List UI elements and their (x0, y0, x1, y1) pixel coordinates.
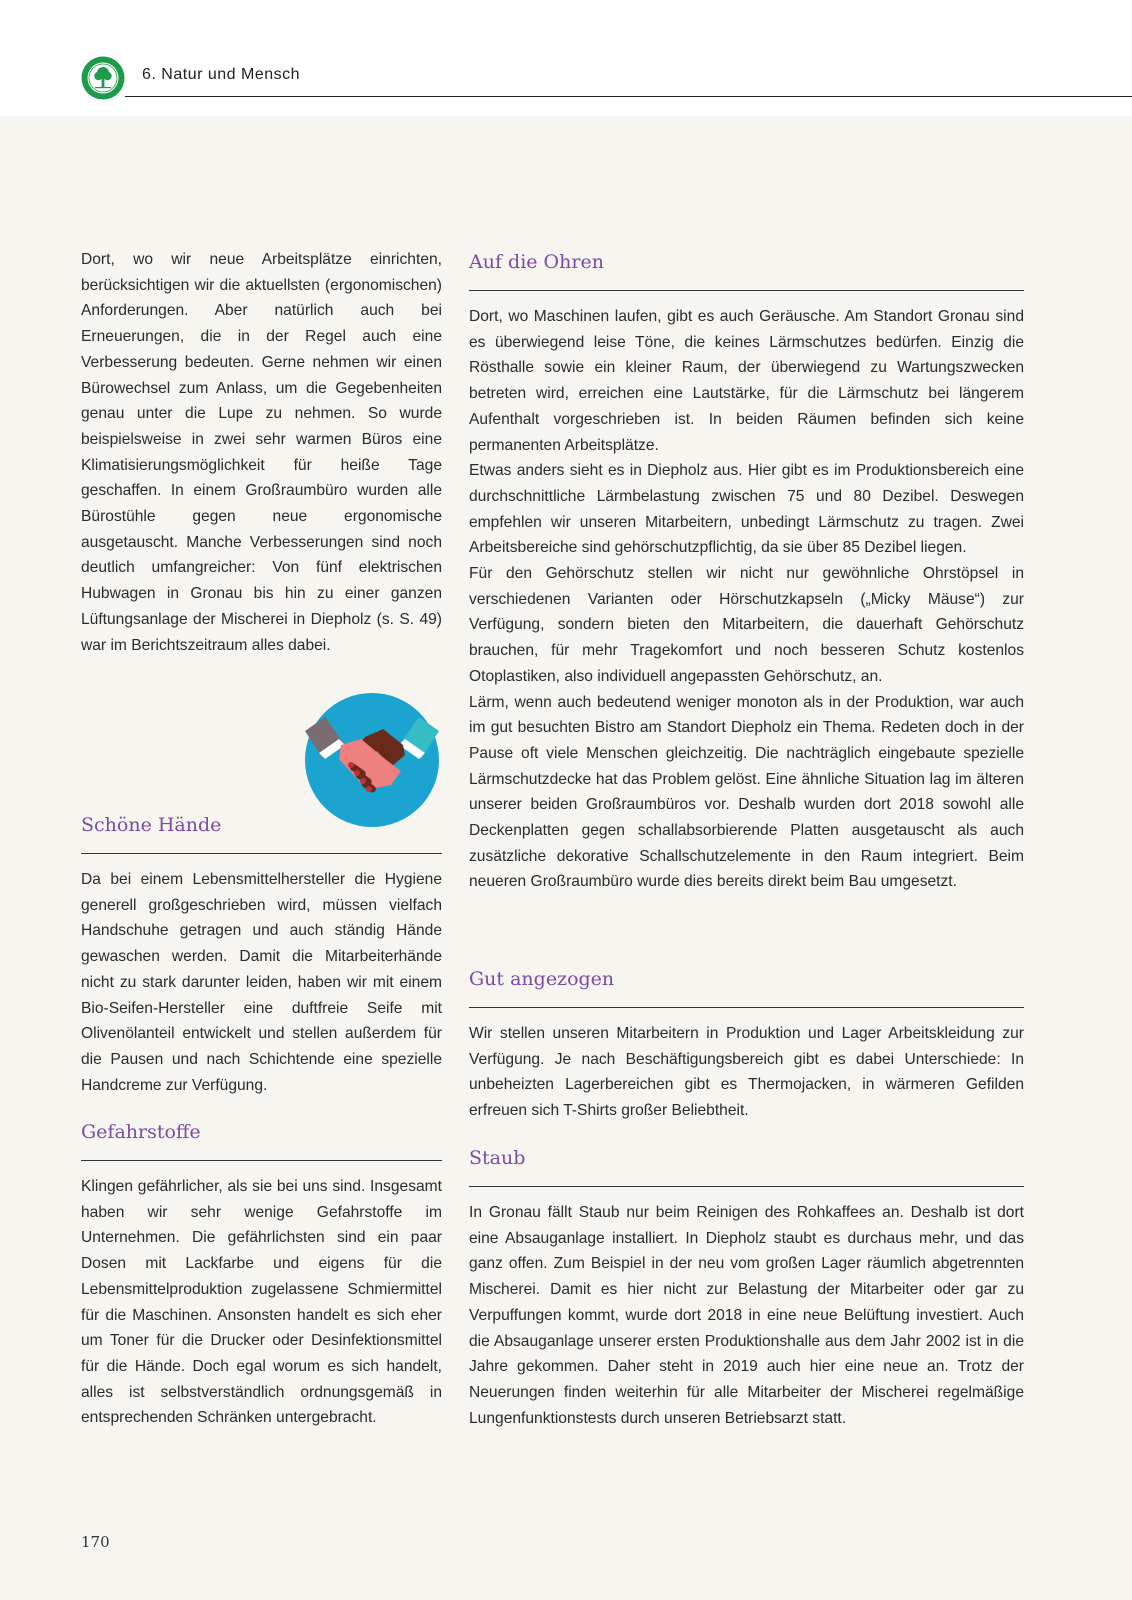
haende-paragraph: Da bei einem Lebensmittelhersteller die Hygiene generell großgeschrieben wird, müssen vielfach Handschuhe getragen und auch ständig Hände gewaschen werden. Damit die Mitarbeiterhände nicht zu stark darunter leiden, haben wir mit einem Bio-Seifen-Hersteller eine duftfreie Seife mit Olivenölanteil entwickelt und stellen außerdem für die Pausen und nach Schichtende eine spezielle Handcreme zur Verfügung. (81, 871, 442, 1094)
kleidung-paragraph: Wir stellen unseren Mitarbeitern in Produktion und Lager Arbeitskleidung zur Verfügung. Je nach Beschäftigungsbereich gibt es dabei Unterschiede: In unbeheizten Lagerbereichen gibt es Thermojacken, in wärmeren Gefilden erfreuen sich T-Shirts großer Beliebtheit. (469, 1025, 1024, 1120)
heading-gut-angezogen: Gut angezogen (469, 968, 615, 990)
section-ohren (469, 250, 1024, 895)
ohren-paragraph-2: Etwas anders sieht es in Diepholz aus. Hier gibt es im Produktionsbereich eine durchschnittliche Lärmbelastung zwischen 75 und 80 Dezibel. Deswegen empfehlen wir unseren Mitarbeitern, unbedingt Lärmschutz zu tragen. Zwei Arbeitsbereiche sind gehörschutzpflichtig, da sie über 85 Dezibel liegen. (469, 462, 1024, 557)
chapter-title: 6. Natur und Mensch (142, 66, 301, 83)
ohren-paragraph-3: Für den Gehörschutz stellen wir nicht nur gewöhnliche Ohrstöpsel in verschiedenen Varianten oder Hörschutzkapseln („Micky Mäuse“) zur Verfügung, sondern bieten den Mitarbeitern, die dauerhaft Gehörschutz brauchen, für mehr Tragekomfort und noch besseren Schutz kostenlos Otoplastiken, also individuell angepassten Gehörschutz, an. (469, 565, 1024, 685)
ohren-paragraph-1: Dort, wo Maschinen laufen, gibt es auch Geräusche. Am Standort Gronau sind es überwiegend leise Töne, die keines Lärmschutzes bedürfen. Einzig die Rösthalle sowie ein kleiner Raum, der überwiegend zu Wartungszwecken betreten wird, erreichen eine Lautstärke, für die Lärmschutz bei längerem Aufenthalt vorgeschrieben ist. In beiden Räumen befinden sich keine permanenten Arbeitsplätze. (469, 308, 1024, 454)
intro-paragraph: Dort, wo wir neue Arbeitsplätze einrichten, berücksichtigen wir die aktuellsten (ergonomischen) Anforderungen. Aber natürlich auch bei Erneuerungen, die in der Regel auch eine Verbesserung bedeuten. Gerne nehmen wir einen Bürowechsel zum Anlass, um die Gegebenheiten genau unter die Lupe zu nehmen. So wurde beispielsweise in zwei sehr warmen Büros eine Klimatisierungsmöglichkeit für heiße Tage geschaffen. In einem Großraumbüro wurden alle Bürostühle gegen neue ergonomische ausgetauscht. Manche Verbesserungen sind noch deutlich umfangreicher: Von fünf elektrischen Hubwagen in Gronau bis hin zu einer ganzen Lüftungsanlage der Mischerei in Diepholz (s. S. 49) war im Berichtszeitraum alles dabei. (81, 251, 442, 654)
ohren-paragraph-4: Lärm, wenn auch bedeutend weniger monoton als in der Produktion, war auch im gut besuchten Bistro am Standort Diepholz ein Thema. Redeten doch in der Pause oft viele Menschen gleichzeitig. Die nachträglich eingebaute spezielle Lärmschutzdecke hat das Problem gelöst. Eine ähnliche Situation lag im älteren unserer beiden Großraumbüros vor. Deshalb wurden dort 2018 sowohl alle Deckenplatten gegen schallabsorbierende Platten ausgetauscht als auch zusätzliche dekorative Schallschutzelemente in den Raum integriert. Beim neueren Großraumbüro wurde dies bereits direkt beim Bau umgesetzt. (469, 693, 1024, 891)
section-gefahrstoffe (81, 1120, 442, 1431)
heading-schoene-haende: Schöne Hände (81, 814, 222, 836)
section-rule (81, 853, 442, 854)
page-number: 170 (81, 1533, 110, 1551)
heading-auf-die-ohren: Auf die Ohren (469, 251, 604, 273)
heading-gefahrstoffe: Gefahrstoffe (81, 1121, 201, 1143)
tree-seal-icon (81, 56, 125, 100)
intro-section (81, 247, 442, 658)
handshake-icon (305, 693, 439, 827)
staub-paragraph: In Gronau fällt Staub nur beim Reinigen des Rohkaffees an. Deshalb ist dort eine Absauganlage installiert. In Diepholz staubt es durchaus mehr, und das ganz offen. Zum Beispiel in der neu vom großen Lager räumlich abgetrennten Mischerei. Damit es hier nicht zur Belastung der Mitarbeiter oder gar zu Verpuffungen kommt, wurde dort 2018 in eine neue Belüftung investiert. Auch die Absauganlage unserer ersten Produktionshalle aus dem Jahr 2002 ist in die Jahre gekommen. Daher steht in 2019 auch hier eine neue an. Trotz der Neuerungen finden weiterhin für alle Mitarbeiter der Mischerei regelmäßige Lungenfunktionstests durch unseren Betriebsarzt statt. (469, 1204, 1024, 1427)
page-header (0, 0, 1132, 116)
header-rule (125, 96, 1132, 97)
section-gut-angezogen (469, 967, 1024, 1124)
section-rule (469, 290, 1024, 291)
section-haende (81, 813, 442, 1098)
gefahrstoffe-paragraph: Klingen gefährlicher, als sie bei uns sind. Insgesamt haben wir sehr wenige Gefahrstoffe im Unternehmen. Die gefährlichsten sind ein paar Dosen mit Lackfarbe und eigens für die Lebensmittelproduktion zugelassene Schmiermittel für die Maschinen. Ansonsten handelt es sich eher um Toner für die Drucker oder Desinfektionsmittel für die Hände. Doch egal worum es sich handelt, alles ist selbstverständlich ordnungsgemäß in entsprechenden Schränken untergebracht. (81, 1178, 442, 1427)
section-rule (81, 1160, 442, 1161)
section-staub (469, 1146, 1024, 1431)
section-rule (469, 1007, 1024, 1008)
section-rule (469, 1186, 1024, 1187)
heading-staub: Staub (469, 1147, 526, 1169)
